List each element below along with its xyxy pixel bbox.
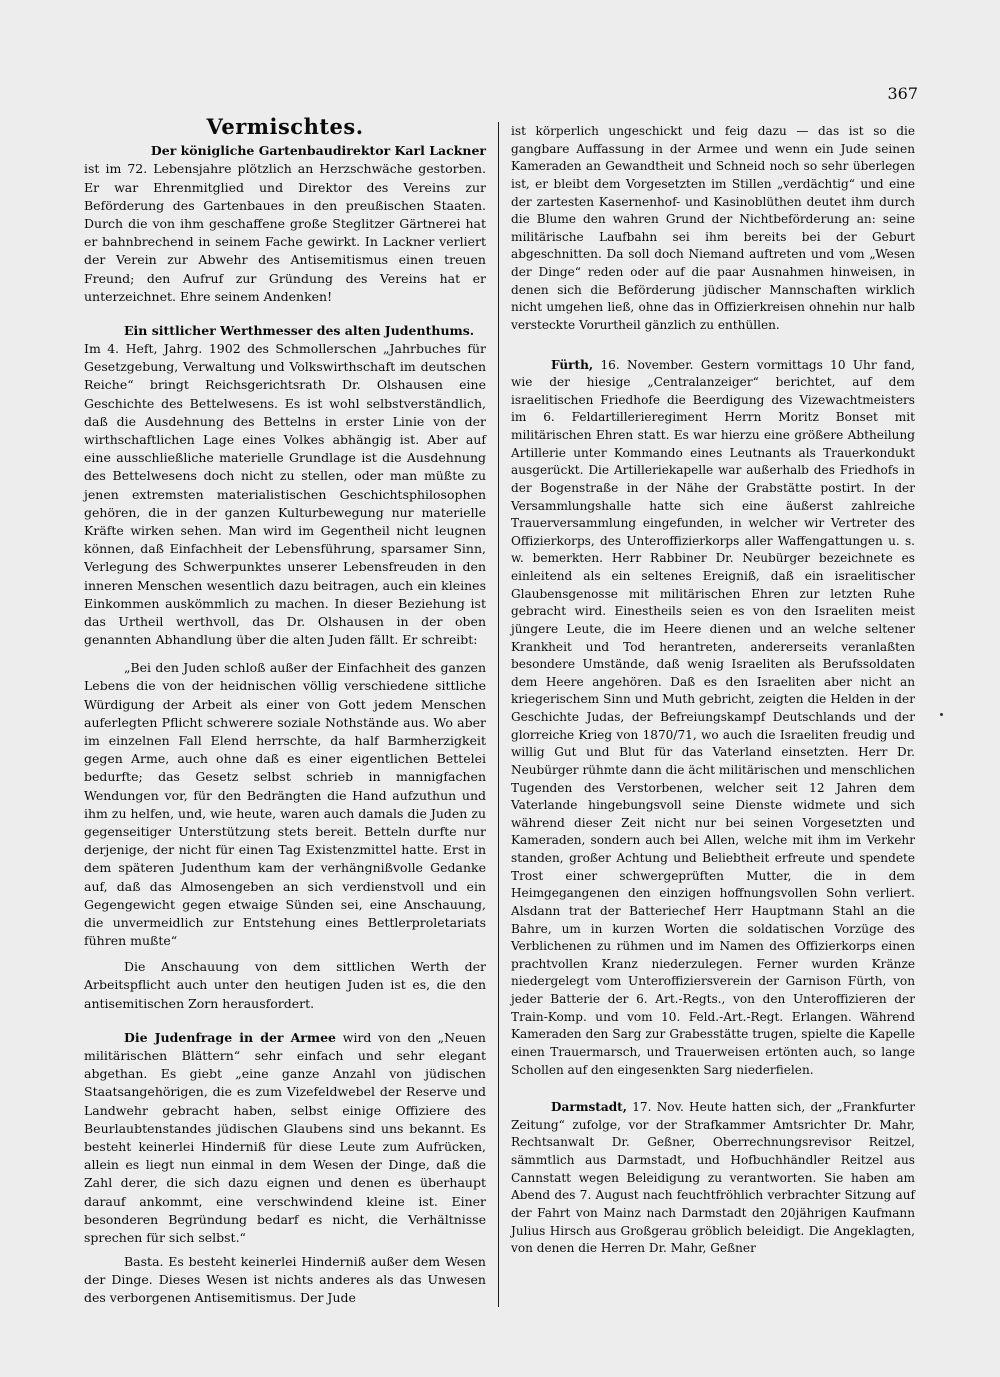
article-lackner-heading: Der königliche Gartenbaudirektor Karl Lackner [150,143,486,159]
article-darmstadt [511,1099,915,1258]
article-darmstadt-paragraph [511,1099,915,1258]
spacer [84,649,486,659]
left-column [84,114,486,1308]
article-fuerth [511,357,915,1080]
spacer [84,306,486,322]
article-lackner-body: ist im 72. Lebensjahre plötzlich an Herzschwäche gestorben. Er war Ehrenmitglied und Direktor des Vereins zur Beförderung des Gartenbaues in den preußischen Staaten. Durch die von ihm geschaffene große Steglitzer Gärtnerei hat er bahnbrechend in seinem Fache gewirkt. In Lackner verliert der Verein zur Abwehr des Antisemitismus einen treuen Freund; den Aufruf zur Gründung des Vereins hat er unterzeichnet. Ehre seinem Andenken! [84,161,486,304]
article-werthmesser-body: Im 4. Heft, Jahrg. 1902 des Schmollerschen „Jahrbuches für Gesetzgebung, Verwaltung und Volkswirthschaft im deutschen Reiche“ bringt Reichsgerichtsrath Dr. Olshausen eine Geschichte des Bettelwesens. Es ist wohl selbstverständlich, daß die Ausdehnung des Bettelns in erster Linie von der wirthschaftlichen Lage eines Volkes abhängig ist. Aber auf eine ausschließliche materielle Grundlage ist die Ausdehnung des Bettelwesens doch nicht zu stellen, oder man müßte zu jenen extremsten materialistischen Geschichtsphilosophen gehören, die in der ganzen Kulturbewegung nur materielle Kräfte wirken sehen. Man wird im Gegentheil nicht leugnen können, daß Einfachheit der Lebensführung, sparsamer Sinn, Verlegung des Schwerpunktes unserer Lebensfreuden in den inneren Menschen wesentlich dazu beitragen, auch ein kleines Einkommen auskömmlich zu machen. In dieser Beziehung ist das Urtheil werthvoll, das Dr. Olshausen in der oben genannten Abhandlung über die alten Juden fällt. Er schreibt: [84,341,486,648]
article-lackner [84,142,486,306]
article-judenfrage-heading: Die Judenfrage in der Armee [124,1029,337,1045]
ink-speck [940,713,943,716]
article-darmstadt-body: 17. Nov. Heute hatten sich, der „Frankfurter Zeitung“ zufolge, vor der Strafkammer Amtsrichter Dr. Mahr, Rechtsanwalt Dr. Geßner, Oberrechnungsrevisor Reitzel, sämmtlich aus Darmstadt, und Hofbuchhändler Reitzel aus Cannstatt wegen Beleidigung zu verantworten. Sie haben am Abend des 7. August nach feuchtfröhlich verbrachter Sitzung auf der Fahrt von Mainz nach Darmstadt den 20jährigen Kaufmann Julius Hirsch aus Großgerau gröblich beleidigt. Die Angeklagten, von denen die Herren Dr. Mahr, Geßner [511,1100,915,1256]
article-fuerth-body: 16. November. Gestern vormittags 10 Uhr fand, wie der hiesige „Centralanzeiger“ berichtet, auf dem israelitischen Friedhofe die Beerdigung des Vizewachtmeisters im 6. Feldartillerieregiment Herrn Moritz Bonset mit militärischen Ehren statt. Es war hierzu eine größere Abtheilung Artillerie unter Kommando eines Leutnants als Trauerkondukt ausgerückt. Die Artilleriekapelle war außerhalb des Friedhofs in der Bogenstraße in der Nähe der Grabstätte postirt. In der Versammlungshalle hatte sich eine äußerst zahlreiche Trauerversammlung eingefunden, in welcher wir Vertreter des Offizierkorps, des Unteroffizierkorps aller Waffengattungen u. s. w. bemerkten. Herr Rabbiner Dr. Neubürger bezeichnete es einleitend als ein seltenes Ereigniß, daß ein israelitischer Glaubensgenosse mit militärischen Ehren zur letzten Ruhe gebracht wird. Einestheils seien es von den Israeliten meist jüngere Leute, die im Heere dienen und an welche seltener Krankheit und Tod herantreten, andererseits veranlaßten besondere Umstände, daß wenig Israeliten als Berufssoldaten dem Heere angehören. Daß es den Israeliten aber nicht an kriegerischem Sinn und Muth gebricht, zeigten die Helden in der Geschichte Judas, der Befreiungskampf Deutschlands und der glorreiche Krieg von 1870/71, wo auch die Israeliten freudig und willig Gut und Blut für das Vaterland einsetzten. Herr Dr. Neubürger rühmte dann die ächt militärischen und menschlichen Tugenden des Verstorbenen, welcher seit 12 Jahren dem Vaterlande hingebungsvoll seine Dienste widmete und sich während dieser Zeit nicht nur bei seinen Vorgesetzten und Kameraden, sondern auch bei Allen, welche mit ihm im Verkehr standen, großer Achtung und Beliebtheit erfreute und spendete Trost einer schwergeprüften Mutter, die in dem Heimgegangenen den einzigen hoffnungsvollen Sohn verliert. Alsdann trat der Batteriechef Herr Hauptmann Stahl an die Bahre, um in kurzen Worten die soldatischen Vorzüge des Verblichenen zu rühmen und im Namen des Offizierkorps einen prachtvollen Kranz niederzulegen. Ferner wurden Kränze niedergelegt vom Unteroffiziersverein der Garnison Fürth, von jeder Batterie der 6. Art.-Regts., von den Unteroffizieren der Train-Komp. und vom 10. Feld.-Art.-Regt. Erlangen. Während Kameraden den Sarg zur Grabesstätte trugen, spielte die Kapelle einen Trauermarsch, und Trauerweisen ertönten auch, so lange Schollen auf den eingesenkten Sarg niederfielen. [511,357,915,1077]
article-fuerth-paragraph [511,357,915,1080]
article-judenfrage-paragraph [84,1029,486,1247]
article-werthmesser [84,322,486,1013]
article-werthmesser-closing: Die Anschauung von dem sittlichen Werth der Arbeitspflicht auch unter den heutigen Juden ist es, die den antisemitischen Zorn herausfordert. [84,959,486,1011]
article-judenfrage-continuation: Basta. Es besteht keinerlei Hinderniß außer dem Wesen der Dinge. Dieses Wesen ist nichts anderes als das Unwesen des verborgenen Antisemitismus. Der Jude [84,1254,486,1306]
right-column [511,123,915,1258]
article-werthmesser-quote: „Bei den Juden schloß außer der Einfachheit des ganzen Lebens die von der heidnischen völlig verschiedene sittliche Würdigung der Arbeit als einer von Gott jedem Menschen auferlegten Pflicht schwerere soziale Nothstände aus. Wo aber im einzelnen Fall Elend herrschte, da half Barmherzigkeit gegen Arme, auch ohne daß es einer eigentlichen Bettelei bedurfte; das Gesetz selbst schrieb in mannigfachen Wendungen vor, für den Bedrängten die Hand aufzuthun und ihm zu helfen, und, wie heute, waren auch damals die Juden zu gegenseitiger Unterstützung stets bereit. Betteln durfte nur derjenige, der nicht für einen Tag Existenzmittel hatte. Erst in dem späteren Judenthum kam der verhängnißvolle Gedanke auf, daß das Almosengeben an sich verdienstvoll und ein Gegengewicht gegen etwaige Sünden sei, eine Anschauung, die unvermeidlich zur Entstehung eines Bettlerproletariats führen mußte“ [84,660,486,949]
spacer [84,950,486,958]
article-judenfrage [84,1029,486,1308]
spacer [84,1013,486,1029]
spacer [511,1079,915,1099]
article-fuerth-heading: Fürth, [551,357,594,372]
section-title: Vermischtes. [206,114,364,139]
column-divider [498,122,499,1307]
article-judenfrage-body: wird von den „Neuen militärischen Blättern“ sehr einfach und sehr elegant abgethan. Es giebt „eine ganze Anzahl von jüdischen Staatsangehörigen, die es zum Vizefeldwebel der Reserve und Landwehr gebracht haben, selbst einige Offiziere des Beurlaubtenstandes jüdischen Glaubens sind uns bekannt. Es besteht keinerlei Hinderniß für diese Leute zum Aufrücken, allein es liegt nun einmal in dem Wesen der Dinge, daß die Zahl derer, die sich dazu eignen und denen es überhaupt darauf ankommt, eine verschwindend kleine ist. Einer besonderen Begründung bedarf es nicht, die Verhältnisse sprechen für sich selbst.“ [84,1029,486,1245]
article-darmstadt-heading: Darmstadt, [551,1100,627,1115]
page-number: 367 [887,84,918,103]
spacer [511,335,915,357]
article-werthmesser-heading: Ein sittlicher Werthmesser des alten Judenthums. [124,322,475,338]
article-judenfrage-rest: ist körperlich ungeschickt und feig dazu — das ist so die gangbare Auffassung in der Armee und wenn ein Jude seinen Kameraden an Gewandtheit und Schneid noch so sehr überlegen ist, er bleibt dem Vorgesetzten im Stillen „verdächtig“ und eine der zartesten Kasernenhof- und Kasinoblüthen deutet ihm durch die Blume den wahren Grund der Nichtbeförderung an: seine militärische Laufbahn sei ihm bereits bei der Geburt abgeschnitten. Da soll doch Niemand auftreten und vom „Wesen der Dinge“ reden oder auf die paar Ausnahmen hinweisen, in denen sich die Beförderung jüdischer Mannschaften wirklich nicht umgehen ließ, ohne das in Offizierkreisen ohnehin nur halb versteckte Vorurtheil gänzlich zu enthüllen. [511,124,915,332]
